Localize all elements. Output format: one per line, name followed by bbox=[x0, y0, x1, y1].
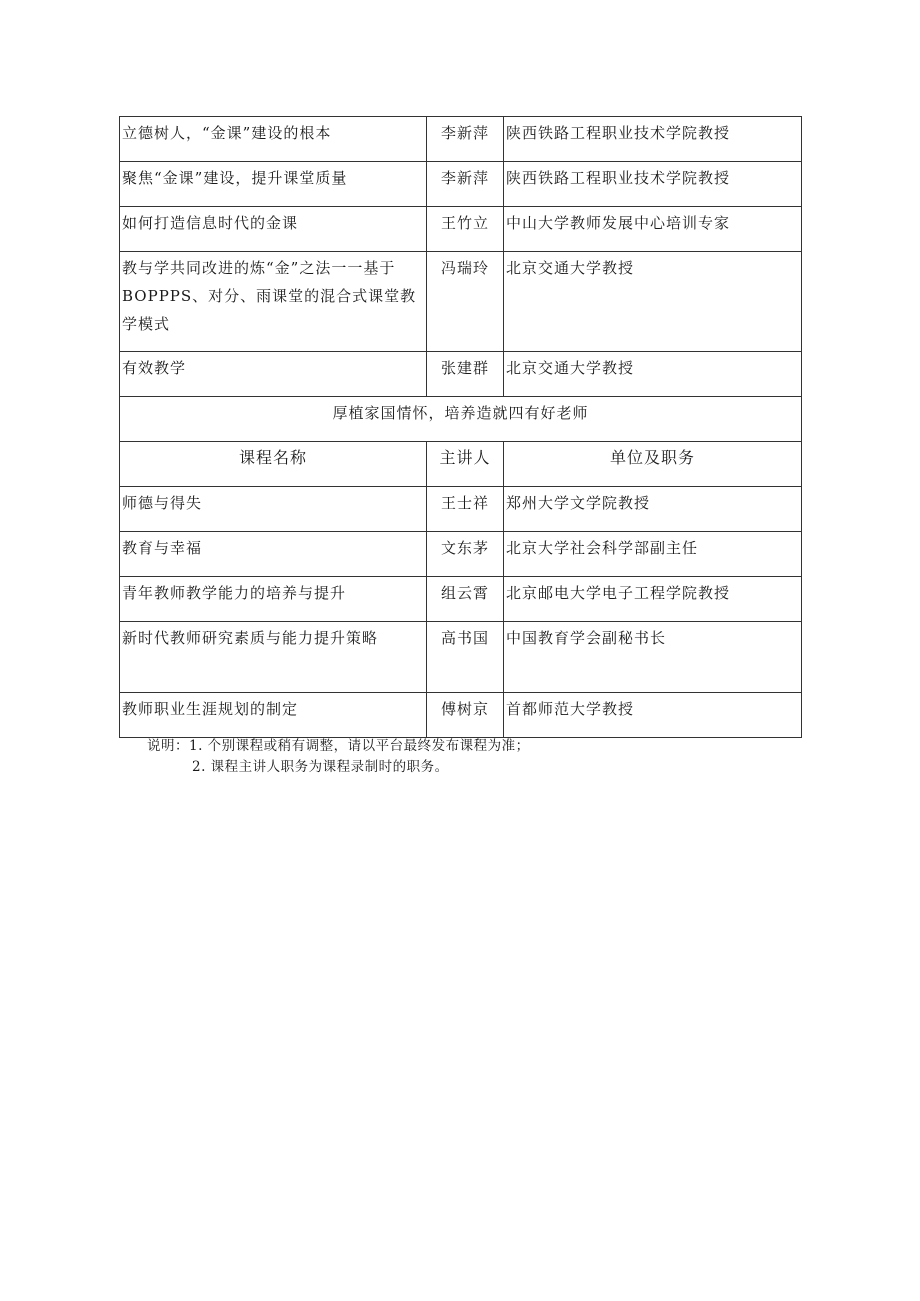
unit-cell: 陕西铁路工程职业技术学院教授 bbox=[504, 162, 802, 207]
table-row bbox=[120, 352, 802, 397]
table-row bbox=[120, 117, 802, 162]
header-row bbox=[120, 442, 802, 487]
course-name-cell: 师德与得失 bbox=[120, 487, 427, 532]
course-name-cell: 有效教学 bbox=[120, 352, 427, 397]
note-line-2: 2. 课程主讲人职务为课程录制时的职务。 bbox=[192, 759, 449, 775]
course-table bbox=[119, 116, 802, 738]
note-line-1: 说明：1. 个别课程或稍有调整，请以平台最终发布课程为准； bbox=[147, 738, 530, 754]
lecturer-cell: 傅树京 bbox=[427, 693, 504, 738]
unit-cell: 中山大学教师发展中心培训专家 bbox=[504, 207, 802, 252]
unit-cell: 陕西铁路工程职业技术学院教授 bbox=[504, 117, 802, 162]
unit-cell: 北京邮电大学电子工程学院教授 bbox=[504, 577, 802, 622]
unit-cell: 北京交通大学教授 bbox=[504, 252, 802, 352]
table-row bbox=[120, 693, 802, 738]
lecturer-cell: 李新萍 bbox=[427, 117, 504, 162]
course-name-cell: 如何打造信息时代的金课 bbox=[120, 207, 427, 252]
table-row bbox=[120, 162, 802, 207]
unit-cell: 北京大学社会科学部副主任 bbox=[504, 532, 802, 577]
table-row bbox=[120, 252, 802, 352]
lecturer-cell: 李新萍 bbox=[427, 162, 504, 207]
course-name-cell: 新时代教师研究素质与能力提升策略 bbox=[120, 622, 427, 693]
unit-cell: 中国教育学会副秘书长 bbox=[504, 622, 802, 693]
table-row bbox=[120, 622, 802, 693]
unit-cell: 北京交通大学教授 bbox=[504, 352, 802, 397]
lecturer-cell: 组云霄 bbox=[427, 577, 504, 622]
table-row bbox=[120, 577, 802, 622]
table-row bbox=[120, 532, 802, 577]
lecturer-cell: 冯瑞玲 bbox=[427, 252, 504, 352]
table-row bbox=[120, 207, 802, 252]
lecturer-cell: 王竹立 bbox=[427, 207, 504, 252]
course-name-cell: 教师职业生涯规划的制定 bbox=[120, 693, 427, 738]
lecturer-cell: 张建群 bbox=[427, 352, 504, 397]
unit-cell: 首都师范大学教授 bbox=[504, 693, 802, 738]
course-name-cell: 聚焦“金课”建设，提升课堂质量 bbox=[120, 162, 427, 207]
course-name-cell: 立德树人，“金课”建设的根本 bbox=[120, 117, 427, 162]
course-name-cell: 青年教师教学能力的培养与提升 bbox=[120, 577, 427, 622]
unit-cell: 郑州大学文学院教授 bbox=[504, 487, 802, 532]
table-row bbox=[120, 487, 802, 532]
lecturer-cell: 王士祥 bbox=[427, 487, 504, 532]
header-lecturer: 主讲人 bbox=[427, 442, 504, 487]
header-unit: 单位及职务 bbox=[504, 442, 802, 487]
lecturer-cell: 高书国 bbox=[427, 622, 504, 693]
lecturer-cell: 文东茅 bbox=[427, 532, 504, 577]
section-row bbox=[120, 397, 802, 442]
course-name-cell: 教育与幸福 bbox=[120, 532, 427, 577]
header-course: 课程名称 bbox=[120, 442, 427, 487]
notes bbox=[147, 736, 530, 778]
section-title: 厚植家国情怀，培养造就四有好老师 bbox=[120, 397, 802, 442]
course-name-cell: 教与学共同改进的炼“金”之法一一基于BOPPPS、对分、雨课堂的混合式课堂教学模式 bbox=[120, 252, 427, 352]
